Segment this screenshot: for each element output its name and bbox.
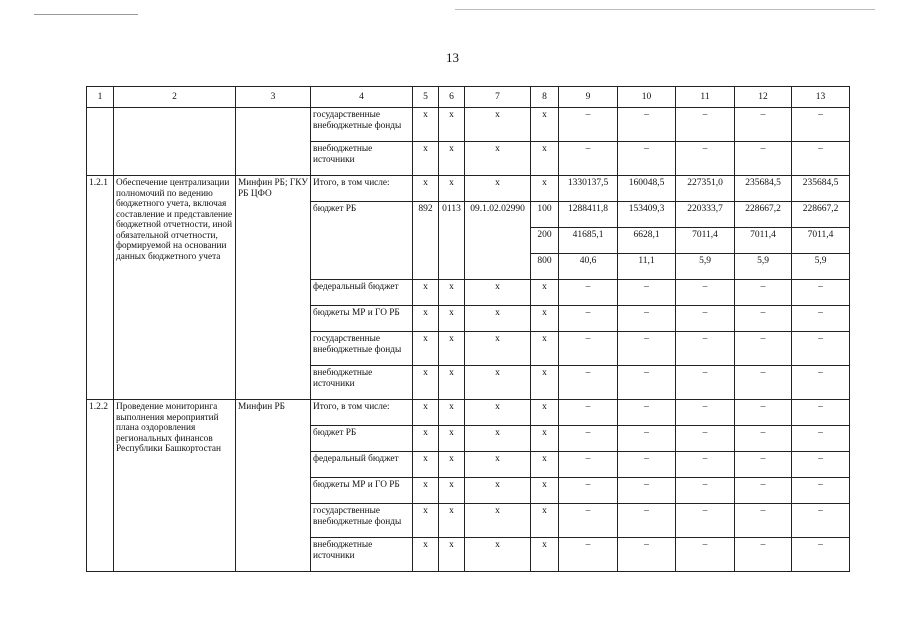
budget-table (86, 86, 850, 572)
value-cell: – (735, 400, 792, 426)
value-cell: – (735, 366, 792, 400)
code-cell: x (531, 452, 559, 478)
value-cell: 1330137,5 (559, 176, 618, 202)
value-cell: – (792, 332, 850, 366)
code-cell: x (439, 108, 465, 142)
code-cell: x (439, 142, 465, 176)
value-cell: – (792, 306, 850, 332)
code-cell: x (439, 478, 465, 504)
code-cell: x (531, 142, 559, 176)
value-cell: 228667,2 (792, 202, 850, 228)
code-cell: x (531, 478, 559, 504)
value-cell: – (735, 452, 792, 478)
code-cell: 0113 (439, 202, 465, 280)
value-cell: – (676, 426, 735, 452)
code-cell: x (413, 426, 439, 452)
value-cell: – (676, 142, 735, 176)
value-cell: – (559, 504, 618, 538)
value-cell: – (676, 306, 735, 332)
value-cell: 220333,7 (676, 202, 735, 228)
value-cell: – (559, 280, 618, 306)
name-cell: Проведение мониторинга выполнения мероприятий плана оздоровления региональных финансов Республики Башкортостан (114, 400, 236, 572)
value-cell: 41685,1 (559, 228, 618, 254)
source-cell: бюджет РБ (311, 202, 413, 280)
value-cell: 235684,5 (792, 176, 850, 202)
value-cell: – (792, 108, 850, 142)
code-cell: x (439, 306, 465, 332)
value-cell: – (559, 306, 618, 332)
value-cell: – (676, 452, 735, 478)
code-cell: x (531, 400, 559, 426)
code-cell: x (439, 366, 465, 400)
page-number: 13 (446, 50, 459, 65)
code-cell: 09.1.02.02990 (465, 202, 531, 280)
number-cell: 1.2.1 (87, 176, 114, 400)
value-cell: – (559, 366, 618, 400)
header-cell: 5 (413, 87, 439, 108)
table-row (87, 176, 850, 202)
code-cell: x (465, 538, 531, 572)
code-cell: x (439, 400, 465, 426)
code-cell: x (439, 452, 465, 478)
value-cell: 153409,3 (618, 202, 676, 228)
header-cell: 2 (114, 87, 236, 108)
header-cell: 4 (311, 87, 413, 108)
value-cell: – (735, 504, 792, 538)
code-cell: x (413, 538, 439, 572)
code-cell: x (439, 426, 465, 452)
code-cell: x (439, 176, 465, 202)
value-cell: 227351,0 (676, 176, 735, 202)
header-row (87, 87, 850, 108)
value-cell: 228667,2 (735, 202, 792, 228)
header-cell: 12 (735, 87, 792, 108)
code-cell: x (413, 280, 439, 306)
code-cell: x (531, 426, 559, 452)
scan-artifact-line (455, 9, 875, 10)
value-cell: 5,9 (735, 254, 792, 280)
value-cell: – (792, 538, 850, 572)
value-cell: 6628,1 (618, 228, 676, 254)
code-cell: x (413, 366, 439, 400)
executor-cell: Минфин РБ; ГКУ РБ ЦФО (236, 176, 311, 400)
header-cell: 11 (676, 87, 735, 108)
header-cell: 1 (87, 87, 114, 108)
code-cell: x (439, 332, 465, 366)
source-cell: бюджеты МР и ГО РБ (311, 478, 413, 504)
code-cell: x (413, 452, 439, 478)
code-cell: x (465, 478, 531, 504)
value-cell: – (735, 280, 792, 306)
value-cell: – (676, 400, 735, 426)
code-cell: x (465, 426, 531, 452)
source-cell: внебюджетные источники (311, 366, 413, 400)
source-cell: Итого, в том числе: (311, 400, 413, 426)
value-cell: – (559, 426, 618, 452)
header-cell: 10 (618, 87, 676, 108)
value-cell: 5,9 (676, 254, 735, 280)
value-cell: – (676, 538, 735, 572)
value-cell: – (735, 306, 792, 332)
value-cell: – (735, 142, 792, 176)
value-cell: – (676, 108, 735, 142)
code-cell: x (465, 108, 531, 142)
value-cell: – (792, 504, 850, 538)
value-cell: – (618, 108, 676, 142)
header-cell: 8 (531, 87, 559, 108)
value-cell: 235684,5 (735, 176, 792, 202)
value-cell: – (735, 108, 792, 142)
code-cell: x (531, 332, 559, 366)
value-cell: – (559, 478, 618, 504)
code-cell: x (465, 400, 531, 426)
source-cell: бюджеты МР и ГО РБ (311, 306, 413, 332)
code-cell: x (465, 142, 531, 176)
value-cell: – (559, 452, 618, 478)
code-cell: 800 (531, 254, 559, 280)
code-cell: x (465, 280, 531, 306)
value-cell: – (792, 426, 850, 452)
header-cell: 6 (439, 87, 465, 108)
value-cell: – (735, 478, 792, 504)
code-cell: 200 (531, 228, 559, 254)
table-row (87, 108, 850, 142)
value-cell: – (618, 400, 676, 426)
code-cell: x (413, 478, 439, 504)
code-cell: x (413, 400, 439, 426)
code-cell: x (465, 306, 531, 332)
scan-artifact-line (34, 14, 138, 15)
code-cell: x (439, 538, 465, 572)
value-cell: – (559, 400, 618, 426)
name-cell (114, 108, 236, 176)
source-cell: внебюджетные источники (311, 538, 413, 572)
value-cell: – (735, 538, 792, 572)
value-cell: – (559, 108, 618, 142)
code-cell: x (413, 142, 439, 176)
code-cell: x (531, 280, 559, 306)
value-cell: 1288411,8 (559, 202, 618, 228)
source-cell: внебюджетные источники (311, 142, 413, 176)
value-cell: – (618, 142, 676, 176)
value-cell: 7011,4 (676, 228, 735, 254)
code-cell: x (413, 306, 439, 332)
value-cell: – (676, 332, 735, 366)
name-cell: Обеспечение централизации полномочий по ведению бюджетного учета, включая составление и представление бюджетной отчетности, иной обязательной отчетности, формируемой на основании данных бюджетного учета (114, 176, 236, 400)
code-cell: x (465, 332, 531, 366)
table-row (87, 400, 850, 426)
value-cell: – (618, 332, 676, 366)
executor-cell (236, 108, 311, 176)
value-cell: – (559, 332, 618, 366)
code-cell: x (413, 332, 439, 366)
value-cell: – (676, 366, 735, 400)
header-cell: 9 (559, 87, 618, 108)
code-cell: x (531, 176, 559, 202)
source-cell: государственные внебюджетные фонды (311, 504, 413, 538)
code-cell: x (531, 306, 559, 332)
code-cell: 892 (413, 202, 439, 280)
source-cell: государственные внебюджетные фонды (311, 108, 413, 142)
value-cell: – (735, 332, 792, 366)
value-cell: 160048,5 (618, 176, 676, 202)
value-cell: 11,1 (618, 254, 676, 280)
value-cell: – (618, 478, 676, 504)
executor-cell: Минфин РБ (236, 400, 311, 572)
value-cell: 40,6 (559, 254, 618, 280)
value-cell: – (618, 306, 676, 332)
code-cell: x (439, 504, 465, 538)
value-cell: – (676, 504, 735, 538)
source-cell: Итого, в том числе: (311, 176, 413, 202)
code-cell: x (531, 366, 559, 400)
value-cell: – (618, 504, 676, 538)
code-cell: x (465, 504, 531, 538)
code-cell: x (531, 504, 559, 538)
code-cell: x (413, 176, 439, 202)
header-cell: 13 (792, 87, 850, 108)
value-cell: 7011,4 (792, 228, 850, 254)
value-cell: – (618, 452, 676, 478)
code-cell: x (413, 108, 439, 142)
value-cell: – (618, 538, 676, 572)
value-cell: – (559, 142, 618, 176)
header-cell: 3 (236, 87, 311, 108)
value-cell: 7011,4 (735, 228, 792, 254)
code-cell: 100 (531, 202, 559, 228)
number-cell: 1.2.2 (87, 400, 114, 572)
value-cell: – (792, 478, 850, 504)
code-cell: x (531, 108, 559, 142)
value-cell: – (792, 400, 850, 426)
value-cell: – (676, 478, 735, 504)
code-cell: x (465, 176, 531, 202)
code-cell: x (413, 504, 439, 538)
source-cell: бюджет РБ (311, 426, 413, 452)
value-cell: – (618, 280, 676, 306)
code-cell: x (531, 538, 559, 572)
code-cell: x (439, 280, 465, 306)
value-cell: – (618, 366, 676, 400)
value-cell: 5,9 (792, 254, 850, 280)
value-cell: – (618, 426, 676, 452)
value-cell: – (735, 426, 792, 452)
value-cell: – (559, 538, 618, 572)
code-cell: x (465, 366, 531, 400)
value-cell: – (676, 280, 735, 306)
code-cell: x (465, 452, 531, 478)
header-cell: 7 (465, 87, 531, 108)
source-cell: федеральный бюджет (311, 452, 413, 478)
source-cell: федеральный бюджет (311, 280, 413, 306)
number-cell (87, 108, 114, 176)
value-cell: – (792, 280, 850, 306)
value-cell: – (792, 452, 850, 478)
value-cell: – (792, 142, 850, 176)
value-cell: – (792, 366, 850, 400)
source-cell: государственные внебюджетные фонды (311, 332, 413, 366)
